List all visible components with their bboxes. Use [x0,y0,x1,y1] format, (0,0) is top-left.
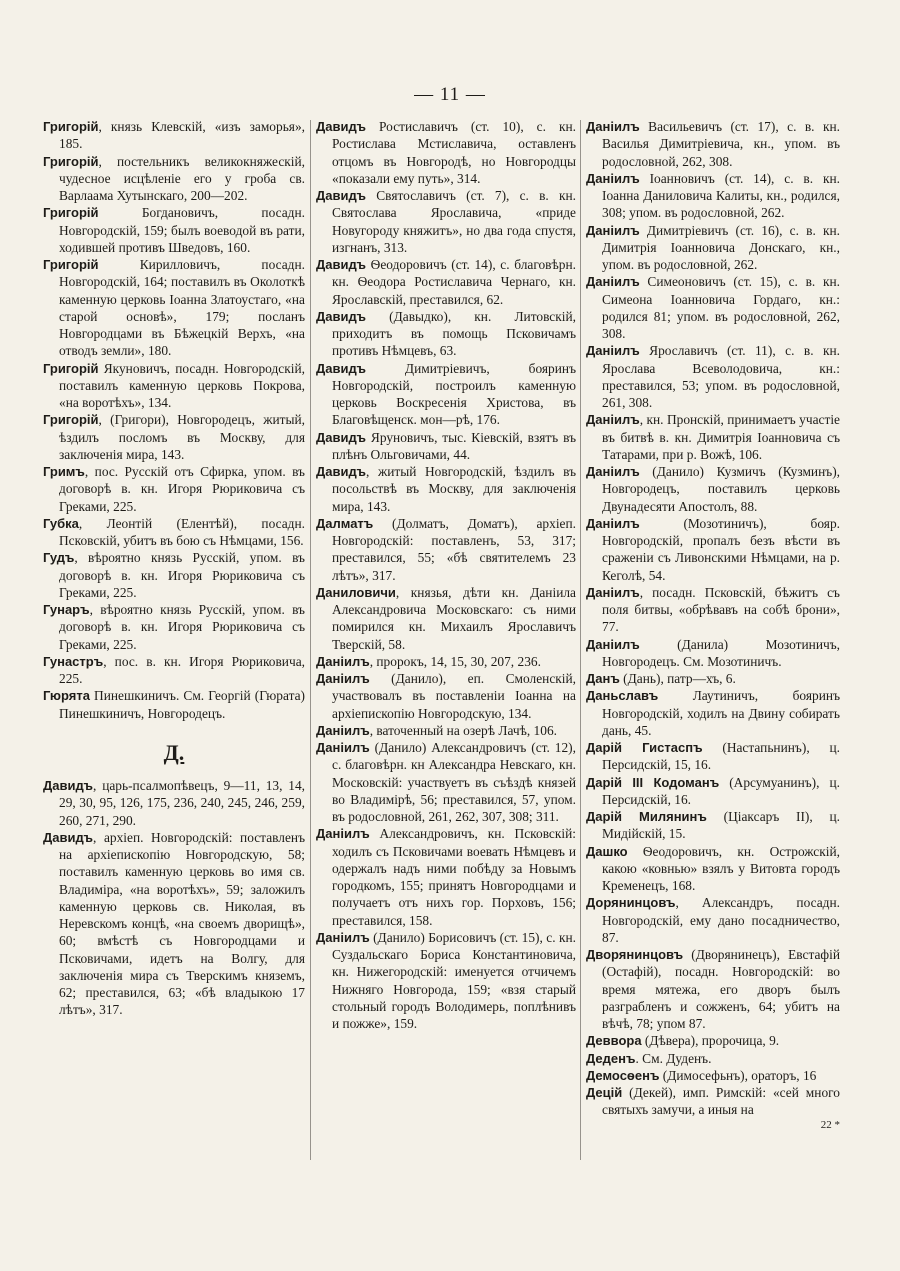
entry-text: (Декей), имп. Римскій: «сей много святыхъ замучи, а иныя на [602,1085,840,1118]
entry-text: Лаутиничъ, бояринъ Новгородскій, ходилъ на Двину собирать дань, 45. [602,688,840,738]
index-entry [586,687,840,739]
entry-headword: Даніилъ [586,584,640,600]
index-entry [586,463,840,515]
entry-text: , (Григори), Новгородецъ, житый, ѣздилъ посломъ въ Москву, для заключенія мира, 143. [59,412,305,462]
entry-headword: Гримъ [43,464,85,479]
index-entry [43,829,305,1019]
index-entry [316,118,576,187]
entry-headword: Давидъ [43,778,94,793]
index-entry [586,636,840,671]
entry-headword: Даніилъ [586,222,640,238]
index-entry [316,308,576,360]
entry-text: (Дань), патр—хъ, 6. [619,671,736,686]
index-entry [43,549,305,601]
index-entry [43,515,305,550]
index-entry [43,118,305,153]
index-entry [316,653,576,670]
entry-text: , вѣроятно князь Русскій, упом. въ договорѣ в. кн. Игоря Рюриковича съ Греками, 225. [59,602,305,652]
entry-headword: Григорій [43,153,99,169]
column-divider-2 [580,120,581,1160]
entry-headword: Даніилъ [316,929,370,945]
index-entry [316,825,576,929]
entry-headword: Гунаръ [43,602,90,617]
index-entry [586,843,840,895]
entry-text: Якуновичъ, посадн. Новгородскій, поставилъ каменную церковь Покрова, «на воротѣхъ», 134. [59,360,305,410]
entry-text: , архіеп. Новгородскій: поставленъ на архіепископію Новгородскую, 58; поставилъ каменную церковь во имя св. Владиміра, «на воротѣхъ», 59; заложилъ каменную церковь св. Николая, въ Неревскомъ концѣ, «на своемъ дворищѣ», 60; вмѣстѣ съ Новгородцами и Псковичами, идетъ на Волгу, для заключенія мира съ Тверскимъ княземъ, 62; преставился, 63; «бѣ владыкою 17 лѣтъ», 317. [59,829,305,1018]
entry-headword: Децій [586,1085,623,1100]
index-entry [43,360,305,412]
index-entry [316,463,576,515]
column-3 [586,118,840,1134]
entry-headword: Давидъ [316,464,367,479]
entry-text: , постельникъ великокняжескій, чудесное исцѣленіе его у гроба св. Варлаама Хутынскаго, 200—202. [59,153,305,203]
entry-headword: Даніилъ [316,722,370,738]
index-entry [586,739,840,774]
entry-text: Богдановичъ, посадн. Новгородскій, 159; былъ воеводой въ рати, ходившей противъ Шведовъ, 160. [59,205,305,255]
entry-headword: Дашко [586,843,628,859]
entry-text: (Настапьнинъ), ц. Персидскій, 15, 16. [602,740,840,773]
section-letter: Д. [163,739,185,765]
entry-text: Іоанновичъ (ст. 14), с. в. кн. Іоанна Даниловича Калиты, кн., родился, 308; упом. въ родословной, 262. [602,170,840,221]
entry-headword: Далматъ [316,515,374,531]
index-entry [316,584,576,653]
index-entry [586,1084,840,1119]
entry-text: , ваточенный на озерѣ Лачѣ, 106. [369,722,557,738]
entry-headword: Давидъ [316,119,367,134]
entry-text: , вѣроятно князь Русскій, упом. въ договорѣ в. кн. Игоря Рюриковича съ Греками, 225. [59,550,305,600]
entry-text: Димитріевичъ (ст. 16), с. в. кн. Димитрія Іоанновича Донскаго, кн., упом. въ родословной, 262. [602,222,840,272]
index-entry [316,722,576,739]
entry-headword: Даніилъ [586,170,640,186]
index-entry [43,653,305,688]
entry-text: , посадн. Псковскій, бѣжитъ съ поля битвы, «обрѣвавъ на собѣ брони», 77. [602,584,840,635]
index-entry [316,739,576,825]
entry-headword: Даньславъ [586,688,659,704]
entry-headword: Даніилъ [586,464,640,479]
entry-headword: Даніилъ [316,826,370,842]
entry-text: Ростиславичъ (ст. 10), с. кн. Ростислава Мстиславича, оставленъ отцомъ въ Новгородѣ, но Новгородцы «показали ему путь», 314. [332,119,576,186]
entry-headword: Григорій [43,412,99,428]
entry-headword: Григорій [43,360,99,376]
entry-headword: Даніилъ [586,119,640,134]
entry-headword: Данъ [586,671,620,686]
index-entry [43,256,305,360]
entry-headword: Даніилъ [316,740,370,755]
entry-text: Васильевичъ (ст. 17), с. в. кн. Василья Димитріевича, кн., упом. въ родословной, 262, 308. [602,119,840,169]
entry-text: (Арсумуанинъ), ц. Персидскій, 16. [602,774,840,807]
column-1 [43,118,305,1019]
entry-headword: Давидъ [316,188,367,203]
index-entry [586,342,840,411]
index-entry [586,118,840,170]
entry-headword: Давидъ [316,308,367,324]
entry-headword: Дарій III Кодоманъ [586,774,720,790]
index-entry [43,601,305,653]
entry-text: Ярославичъ (ст. 11), с. в. кн. Ярослава Всеволодовича, кн.: преставился, 53; упом. въ родословной, 261, 308. [602,343,840,410]
entry-headword: Гунастръ [43,653,104,669]
entry-headword: Гюрята [43,688,90,704]
entry-headword: Деввора [586,1033,642,1049]
index-entry [316,429,576,464]
entry-headword: Давидъ [316,360,367,376]
index-entry [43,204,305,256]
entry-text: , кн. Пронскій, принимаетъ участіе въ битвѣ в. кн. Димитрія Іоанновича съ Татарами, при р. Вожѣ, 106. [602,412,840,462]
entry-text: , пророкъ, 14, 15, 30, 207, 236. [369,653,541,669]
entry-headword: Дарій Гистаспъ [586,740,703,755]
index-entry [586,170,840,222]
entry-text: Святославичъ (ст. 7), с. в. кн. Святослава Ярославича, «приде Новугороду княжитъ», но два года спустя, изгнанъ, 313. [332,188,576,255]
index-entry [586,1050,840,1067]
entry-text: , пос. в. кн. Игоря Рюриковича, 225. [59,653,305,686]
page-number: — 11 — [414,84,486,105]
entry-text: Пинешкиничъ. См. Георгій (Гюрата) Пинешкиничъ, Новгородецъ. [59,688,305,721]
entry-text: , пос. Русскій отъ Сфирка, упом. въ договорѣ в. кн. Игоря Рюриковича съ Греками, 225. [59,464,305,514]
column-divider-1 [310,120,311,1160]
entry-text: (Данило) Кузмичъ (Кузминъ), Новгородецъ, поставилъ церковь Двунадесяти Апостолъ, 88. [602,464,840,514]
index-entry [586,894,840,946]
entry-text: (Мозотиничъ), бояр. Новгородскій, пропалъ безъ вѣсти въ сраженіи съ Ливонскими Нѣмцами, на р. Кеголѣ, 54. [602,515,840,583]
index-entry [316,187,576,256]
index-entry [586,273,840,342]
index-entry [316,670,576,722]
entry-text: (Ціаксаръ II), ц. Мидійскій, 15. [602,809,840,842]
entry-headword: Даниловичи [316,584,396,600]
entry-headword: Давидъ [316,429,367,445]
entry-headword: Дворянинцовъ [586,947,684,962]
entry-headword: Давидъ [316,257,367,272]
entry-headword: Дарій Милянинъ [586,809,707,824]
index-entry [586,670,840,687]
entry-text: (Дѣвера), пророчица, 9. [641,1033,780,1049]
entry-text: (Данило) Борисовичъ (ст. 15), с. кн. Суздальскаго Бориса Константиновича, кн. Нижегородскій: именуется отчичемъ Нижняго Новгорода, 159; «взя старый стольный городъ Володимерь, поплѣнивъ и пожже», 159. [332,929,576,1031]
entry-text: , житый Новгородскій, ѣздилъ въ посольствѣ въ Москву, для заключенія мира, 143. [332,464,576,514]
index-entry [316,360,576,429]
entry-text: (Димосефьнъ), ораторъ, 16 [659,1067,817,1083]
entry-text: , князья, дѣти кн. Даніила Александровича Московскаго: съ ними помирился кн. Михаилъ Ярославичъ Тверскій, 58. [332,584,576,652]
entry-text: , царь-псалмопѣвецъ, 9—11, 13, 14, 29, 30, 95, 126, 175, 236, 240, 245, 246, 259, 260, 271, 290. [59,778,305,828]
entry-headword: Дорянинцовъ [586,895,676,911]
index-entry [43,153,305,205]
entry-text: Кирилловичъ, посадн. Новгородскій, 164; поставилъ въ Околоткѣ каменную церковь Іоанна Златоустаго, «на старой основѣ», 179; посланъ Новгородцами въ Бѣжецкій Верхъ, «на отводъ земли», 180. [59,257,305,359]
entry-text: Димитріевичъ, бояринъ Новгородскій, построилъ каменную церковь Воскресенія Христова, въ Благовѣщенск. мон—рѣ, 176. [332,360,576,428]
index-entry [586,1032,840,1049]
index-entry [43,463,305,515]
index-entry [586,946,840,1032]
entry-headword: Григорій [43,257,99,272]
entry-headword: Даніилъ [586,412,640,428]
entry-headword: Даніилъ [586,636,640,652]
entry-text: (Дворянинецъ), Евстафій (Остафій), посадн. Новгородскій: во время мятежа, его дворъ былъ разграбленъ и сожженъ, 64; убитъ на вѣчѣ, 78; упом 87. [602,947,840,1031]
entry-text: (Давыдко), кн. Литовскій, приходитъ въ помощь Псковичамъ противъ Нѣмцевъ, 63. [332,308,576,359]
index-entry [586,222,840,274]
entry-text: Симеоновичъ (ст. 15), с. в. кн. Симеона Іоанновича Гордаго, кн.: родился 81; упом. въ родословной, 262, 308. [602,274,840,341]
index-entry [43,687,305,722]
entry-headword: Даніилъ [316,653,370,669]
entry-text: , Александръ, посадн. Новгородскій, ему дано посадничество, 87. [602,895,840,945]
entry-headword: Даніилъ [586,515,640,531]
entry-text: Ѳеодоровичъ (ст. 14), с. благовѣрн. кн. Ѳеодора Ростиславича Чернаго, кн. Ярославскій, преставился, 62. [332,257,576,307]
entry-text: Яруновичъ, тыс. Кіевскій, взятъ въ плѣнъ Ольговичами, 44. [332,429,576,462]
entry-headword: Григорій [43,119,99,134]
entry-headword: Гудъ [43,550,75,566]
entry-text: (Данило) Александровичъ (ст. 12), с. благовѣрн. кн Александра Невскаго, кн. Московскій: участвуетъ въ съѣздѣ князей во Владимірѣ, 56; преставился, 57, упом. въ родословной, 261, 262, 307, 308; 311. [332,740,576,824]
entry-text: . См. Дуденъ. [635,1050,712,1066]
entry-text: , князь Клевскій, «изъ заморья», 185. [59,119,305,152]
index-entry [586,515,840,584]
index-entry [586,411,840,463]
index-entry [43,411,305,463]
index-entry [316,515,576,584]
entry-headword: Даніилъ [316,671,370,686]
entry-text: (Долматъ, Доматъ), архіеп. Новгородскій: поставленъ, 53, 317; преставился, 55; «бѣ святителемъ 23 лѣтъ», 317. [332,515,576,583]
entry-headword: Григорій [43,205,99,221]
entry-headword: Даніилъ [586,274,640,290]
signature-mark: 22 * [820,1118,840,1131]
column-2 [316,118,576,1032]
entry-headword: Демосѳенъ [586,1067,660,1083]
entry-text: , Леонтій (Елентѣй), посадн. Псковскій, убитъ въ бою съ Нѣмцами, 156. [59,515,305,548]
entry-headword: Даніилъ [586,343,640,359]
index-entry [316,929,576,1033]
index-entry [316,256,576,308]
index-entry [586,1067,840,1084]
index-entry [586,808,840,843]
entry-text: (Данила) Мозотиничъ, Новгородецъ. См. Мозотиничъ. [602,636,840,669]
entry-headword: Деденъ [586,1050,636,1066]
index-entry [586,584,840,636]
entry-headword: Давидъ [43,829,94,845]
entry-text: Александровичъ, кн. Псковскій: ходилъ съ Псковичами воевать Нѣмцевъ и одержалъ надъ ними побѣду за Новымъ городкомъ, 155; принятъ Новгородцами и получаетъ отъ нихъ гор. Порховъ, 156; преставился, 158. [332,826,576,928]
entry-text: Ѳеодоровичъ, кн. Острожскій, какою «ковнью» взялъ у Витовта городъ Кременецъ, 168. [602,843,840,893]
index-entry [586,774,840,809]
entry-headword: Губка [43,515,79,531]
index-entry [43,777,305,829]
entry-text: (Данило), еп. Смоленскій, участвовалъ въ поставленіи Іоанна на архіепископію Новгородскую, 134. [332,671,576,721]
